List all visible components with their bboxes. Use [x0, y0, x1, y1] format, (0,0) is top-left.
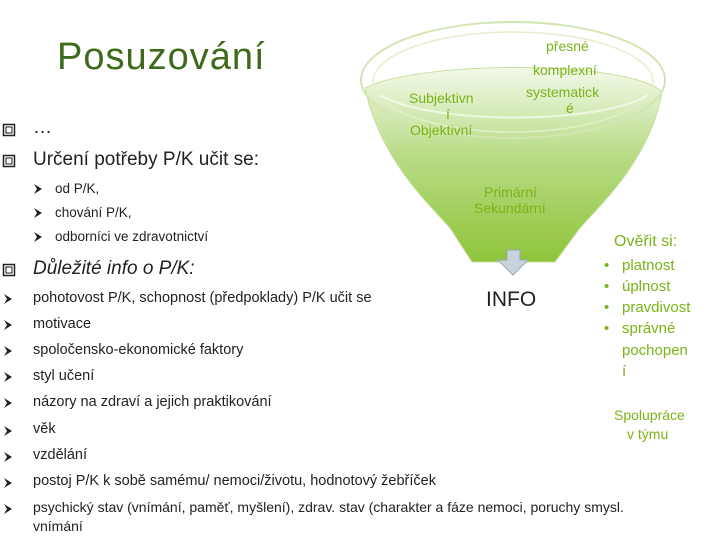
arrow-bullet-icon	[33, 183, 43, 195]
info-item: vzdělání	[33, 447, 88, 463]
funnel-label-komplexni: komplexní	[533, 62, 597, 78]
arrow-bullet-icon	[3, 451, 13, 463]
verify-item: • správné	[600, 318, 712, 339]
info-item: věk	[33, 421, 56, 437]
funnel-label-presne: přesné	[546, 38, 589, 54]
funnel-label-systematicke: systematick	[526, 84, 600, 100]
verify-list	[600, 255, 712, 339]
info-item: spoločensko-ekonomické faktory	[33, 342, 244, 358]
checkbox-bullet-icon	[2, 263, 16, 277]
funnel-label-subjektivni: Subjektivn	[409, 90, 474, 106]
needs-heading: Určení potřeby P/K učit se:	[33, 149, 259, 170]
funnel-label-sekundarni: Sekundární	[474, 200, 546, 216]
page-title: Posuzování	[57, 36, 266, 78]
arrow-bullet-icon	[3, 477, 13, 489]
info-item: motivace	[33, 316, 92, 332]
verify-item: • platnost	[600, 255, 712, 276]
verify-item: • pravdivost	[600, 297, 712, 318]
checkbox-bullet-icon	[2, 154, 16, 168]
funnel-label-subjektivni-end: í	[446, 106, 450, 122]
funnel-label-systematicke-end: é	[566, 100, 574, 116]
info-item: psychický stav (vnímání, paměť, myšlení), zdrav. stav (charakter a fáze nemoci, poruchy smysl.	[33, 499, 624, 515]
info-item: styl učení	[33, 368, 95, 384]
arrow-bullet-icon	[3, 345, 13, 357]
arrow-bullet-icon	[3, 293, 13, 305]
funnel-label-info: INFO	[486, 288, 537, 311]
info-item-continuation: vnímání	[33, 518, 83, 534]
checkbox-bullet-icon	[2, 123, 16, 137]
verify-item-continuation: pochopen	[622, 342, 688, 359]
collaboration-label: Spolupráce	[614, 407, 685, 423]
verify-item: • úplnost	[600, 276, 712, 297]
arrow-bullet-icon	[3, 425, 13, 437]
arrow-bullet-icon	[33, 231, 43, 243]
arrow-bullet-icon	[33, 207, 43, 219]
bullet-ellipsis: …	[33, 117, 52, 138]
arrow-bullet-icon	[3, 397, 13, 409]
info-item: postoj P/K k sobě samému/ nemoci/životu, hodnotový žebříček	[33, 473, 436, 489]
info-heading: Důležité info o P/K:	[33, 258, 195, 279]
arrow-bullet-icon	[3, 503, 13, 515]
info-item: názory na zdraví a jejich praktikování	[33, 394, 272, 410]
info-item: pohotovost P/K, schopnost (předpoklady) P/K učit se	[33, 290, 372, 306]
funnel-label-primarni: Primární	[484, 184, 537, 200]
needs-sub-item: od P/K,	[55, 181, 100, 196]
funnel-label-objektivni: Objektivní	[410, 122, 473, 138]
needs-sub-item: odborníci ve zdravotnictví	[55, 229, 209, 244]
collaboration-label-end: v týmu	[627, 426, 669, 442]
arrow-bullet-icon	[3, 319, 13, 331]
verify-item-continuation-end: í	[622, 363, 627, 380]
arrow-bullet-icon	[3, 371, 13, 383]
verify-heading: Ověřit si:	[614, 233, 678, 250]
needs-sub-item: chování P/K,	[55, 205, 132, 220]
